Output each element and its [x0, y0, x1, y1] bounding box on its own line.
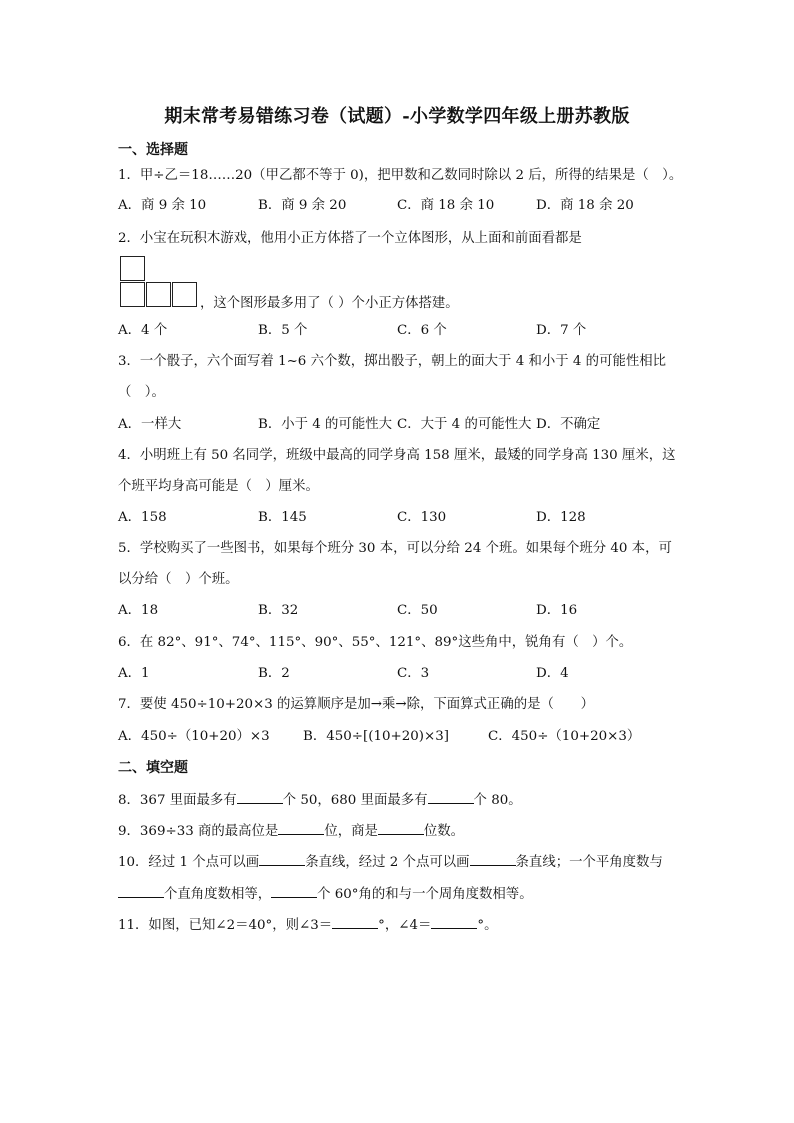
q10-text-b: 条直线，经过 2 个点可以画: [305, 855, 470, 870]
q3-option-a[interactable]: A．一样大: [118, 417, 182, 432]
question-11: [118, 914, 497, 936]
figure-square: [120, 282, 145, 307]
q10-text-e: 个 60°角的和与一个周角度数相等。: [317, 887, 533, 902]
question-2-line-2: ，这个图形最多用了（ ）个小正方体搭建。: [200, 296, 459, 311]
section-heading-choice: 一、选择题: [118, 142, 188, 158]
question-7: 7．要使 450÷10+20×3 的运算顺序是加→乘→除，下面算式正确的是（ ）: [118, 697, 595, 712]
question-5-line-1: 5．学校购买了一些图书，如果每个班分 30 本，可以分给 24 个班。如果每个班分 40 本，可: [118, 541, 672, 556]
q1-option-d[interactable]: D．商 18 余 20: [536, 198, 634, 213]
block-view-figure: [120, 256, 200, 308]
q8-blank-1[interactable]: [237, 789, 283, 804]
q6-option-a[interactable]: A．1: [118, 666, 150, 681]
q8-blank-2[interactable]: [428, 789, 474, 804]
q4-option-d[interactable]: D．128: [536, 510, 586, 525]
q6-option-b[interactable]: B．2: [258, 666, 290, 681]
q1-option-b[interactable]: B．商 9 余 20: [258, 198, 347, 213]
q10-blank-1[interactable]: [259, 851, 305, 866]
q8-text-c: 个 80。: [473, 793, 522, 808]
q10-blank-2[interactable]: [470, 851, 516, 866]
figure-square: [172, 282, 197, 307]
q10-text-d: 个直角度数相等，: [164, 887, 272, 902]
q2-option-a[interactable]: A．4 个: [118, 323, 168, 338]
q9-blank-1[interactable]: [278, 820, 324, 835]
q10-blank-3[interactable]: [118, 883, 164, 898]
q10-text-a: 10．经过 1 个点可以画: [118, 855, 260, 870]
q5-option-d[interactable]: D．16: [536, 603, 578, 618]
q3-option-c[interactable]: C．大于 4 的可能性大: [397, 417, 532, 432]
q3-option-b[interactable]: B．小于 4 的可能性大: [258, 417, 392, 432]
q11-blank-1[interactable]: [332, 914, 378, 929]
question-6: 6．在 82°、91°、74°、115°、90°、55°、121°、89°这些角中，锐角有（ ）个。: [118, 635, 633, 650]
q11-blank-2[interactable]: [431, 914, 477, 929]
q7-option-c[interactable]: C．450÷（10+20×3）: [488, 729, 641, 744]
q11-text-a: 11．如图，已知∠2＝40°，则∠3＝: [118, 918, 333, 933]
question-4-line-1: 4．小明班上有 50 名同学，班级中最高的同学身高 158 厘米，最矮的同学身高 130 厘米，这: [118, 448, 676, 463]
question-8: [118, 789, 522, 811]
q7-option-b[interactable]: B．450÷[(10+20)×3]: [303, 729, 449, 744]
question-5-line-2: 以分给（ ）个班。: [118, 572, 239, 587]
question-10-line-1: [118, 851, 663, 873]
figure-square: [146, 282, 171, 307]
page-title: 期末常考易错练习卷（试题）-小学数学四年级上册苏教版: [164, 106, 630, 127]
question-9: [118, 820, 464, 842]
q9-text-a: 9．369÷33 商的最高位是: [118, 824, 279, 839]
q2-option-c[interactable]: C．6 个: [397, 323, 447, 338]
q1-option-a[interactable]: A．商 9 余 10: [118, 198, 207, 213]
q10-blank-4[interactable]: [271, 883, 317, 898]
q1-option-c[interactable]: C．商 18 余 10: [397, 198, 495, 213]
q8-text-b: 个 50，680 里面最多有: [282, 793, 428, 808]
q3-option-d[interactable]: D．不确定: [536, 417, 601, 432]
q8-text-a: 8．367 里面最多有: [118, 793, 237, 808]
q6-option-d[interactable]: D．4: [536, 666, 569, 681]
q2-option-b[interactable]: B．5 个: [258, 323, 308, 338]
q4-option-c[interactable]: C．130: [397, 510, 447, 525]
question-3-line-2: （ ）。: [118, 385, 165, 400]
question-1: 1．甲÷乙＝18……20（甲乙都不等于 0)，把甲数和乙数同时除以 2 后，所得的结果是（ ）。: [118, 168, 683, 183]
question-2-line-1: 2．小宝在玩积木游戏，他用小正方体搭了一个立体图形，从上面和前面看都是: [118, 231, 582, 246]
question-4-line-2: 个班平均身高可能是（ ）厘米。: [118, 479, 319, 494]
q4-option-a[interactable]: A．158: [118, 510, 167, 525]
question-10-line-2: [118, 883, 533, 905]
q2-option-d[interactable]: D．7 个: [536, 323, 587, 338]
q5-option-c[interactable]: C．50: [397, 603, 438, 618]
q9-text-c: 位数。: [423, 824, 465, 839]
q6-option-c[interactable]: C．3: [397, 666, 430, 681]
q9-blank-2[interactable]: [378, 820, 424, 835]
q9-text-b: 位，商是: [324, 824, 378, 839]
q4-option-b[interactable]: B．145: [258, 510, 307, 525]
question-3-line-1: 3．一个骰子，六个面写着 1~6 六个数，掷出骰子，朝上的面大于 4 和小于 4 的可能性相比: [118, 354, 667, 369]
q11-text-b: °，∠4＝: [378, 918, 432, 933]
q5-option-a[interactable]: A．18: [118, 603, 159, 618]
q11-text-c: °。: [477, 918, 498, 933]
section-heading-fill: 二、填空题: [118, 760, 188, 776]
q7-option-a[interactable]: A．450÷（10+20）×3: [118, 729, 270, 744]
q10-text-c: 条直线；一个平角度数与: [515, 855, 663, 870]
q5-option-b[interactable]: B．32: [258, 603, 299, 618]
figure-square: [120, 256, 145, 281]
